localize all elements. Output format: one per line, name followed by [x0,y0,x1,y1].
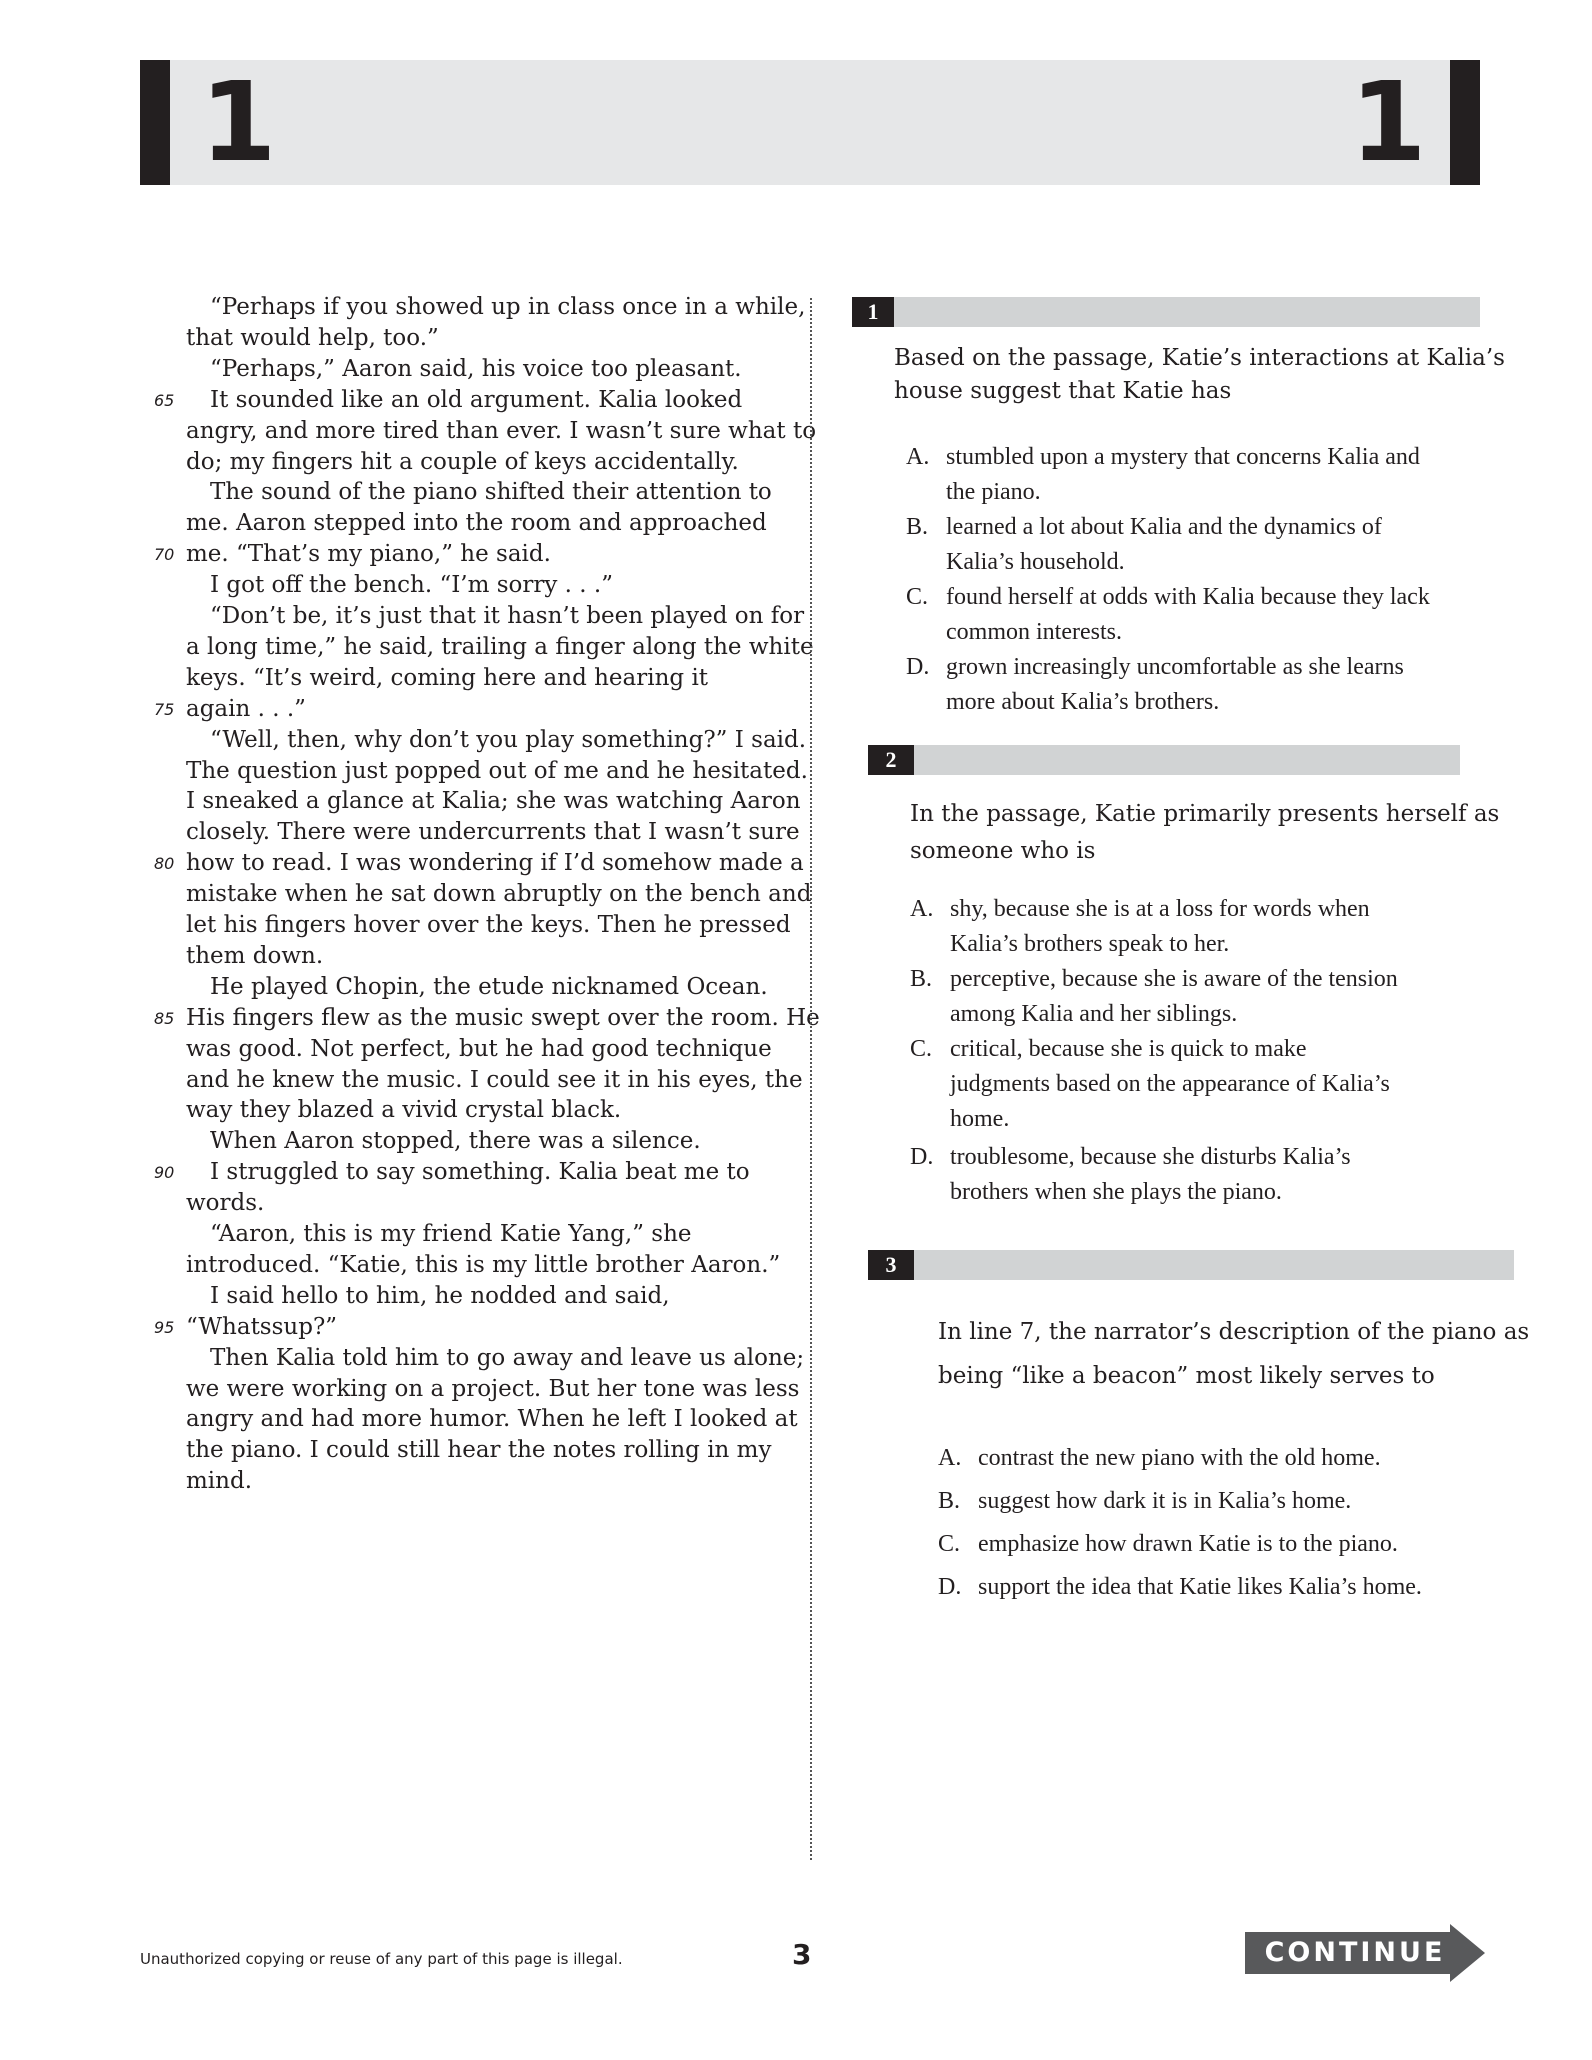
passage-line: “Whatssup?” [186,1313,338,1340]
passage-line: “Aaron, this is my friend Katie Yang,” she [210,1221,692,1247]
answer-option-letter: A. [938,1445,962,1471]
passage-line: them down. [186,942,324,969]
passage-line: way they blazed a vivid crystal black. [186,1097,622,1124]
passage-line: “Perhaps,” Aaron said, his voice too pleasant. [210,355,742,382]
passage-line: do; my fingers hit a couple of keys accidentally. [186,448,739,475]
question-stem-line: being “like a beacon” most likely serves to [938,1363,1435,1389]
answer-option-letter: A. [910,896,934,922]
answer-option-text: troublesome, because she disturbs Kalia’s [950,1144,1351,1170]
passage-line: how to read. I was wondering if I’d somehow made a [186,850,804,877]
question-header-bar [894,297,1480,327]
passage-line: words. [186,1190,265,1217]
answer-option-text: support the idea that Katie likes Kalia’s home. [978,1574,1422,1600]
continue-label: CONTINUE [1264,1937,1446,1968]
answer-option-text: the piano. [946,479,1041,505]
passage-line: He played Chopin, the etude nicknamed Ocean. [210,973,768,1000]
question-header-bar [914,745,1460,775]
answer-option-text: Kalia’s brothers speak to her. [950,931,1230,957]
passage-line: let his fingers hover over the keys. Then he pressed [186,912,791,938]
section-header-right-bar [1450,60,1480,185]
question-number-box: 1 [852,297,894,327]
section-number-right: 1 [1350,58,1427,186]
passage-line: “Don’t be, it’s just that it hasn’t been played on for [210,603,805,629]
answer-option-text: Kalia’s household. [946,549,1125,575]
answer-option-text: perceptive, because she is aware of the tension [950,966,1398,992]
question-stem-line: In the passage, Katie primarily presents herself as [910,801,1500,827]
section-number-left: 1 [200,58,277,186]
question-stem-line: house suggest that Katie has [894,378,1232,404]
answer-option-letter: B. [938,1488,961,1514]
question-number-box: 3 [868,1250,914,1280]
line-number: 65 [154,390,175,410]
line-number: 80 [154,854,175,874]
answer-option-text: among Kalia and her siblings. [950,1001,1238,1027]
answer-option-text: more about Kalia’s brothers. [946,689,1220,715]
passage-line: “Well, then, why don’t you play something?” I said. [210,726,807,753]
passage-line: It sounded like an old argument. Kalia looked [210,386,743,413]
line-number: 75 [154,699,175,719]
passage-line: and he knew the music. I could see it in his eyes, the [186,1066,803,1093]
passage-line: angry, and more tired than ever. I wasn’t sure what to [186,417,817,444]
answer-option-letter: C. [910,1036,933,1062]
question-stem [910,796,1499,870]
question-stem-line: Based on the passage, Katie’s interactions at Kalia’s [894,345,1505,371]
passage-line: the piano. I could still hear the notes rolling in my [186,1437,772,1464]
answer-option-text: stumbled upon a mystery that concerns Kalia and [946,444,1420,470]
passage-line: His fingers flew as the music swept over the room. He [186,1004,820,1031]
question-stem [894,342,1505,408]
page-number: 3 [792,1938,812,1971]
question-header-bar [914,1250,1514,1280]
passage-line: angry and had more humor. When he left I looked at [186,1406,798,1433]
answer-option-letter: B. [906,514,929,540]
passage-line: I said hello to him, he nodded and said, [210,1282,670,1309]
answer-option-letter: D. [938,1574,962,1600]
passage-line: mind. [186,1468,253,1495]
copyright-notice: Unauthorized copying or reuse of any part of this page is illegal. [140,1950,623,1968]
passage-line: When Aaron stopped, there was a silence. [210,1128,701,1155]
passage-line: a long time,” he said, trailing a finger along the white [186,633,814,660]
passage-line: closely. There were undercurrents that I wasn’t sure [186,819,800,846]
line-number: 95 [154,1317,175,1337]
question-stem-line: In line 7, the narrator’s description of the piano as [938,1319,1530,1345]
section-header [140,60,1480,185]
passage-line: “Perhaps if you showed up in class once in a while, [210,294,806,320]
question-stem-line: someone who is [910,838,1096,864]
passage-line: me. “That’s my piano,” he said. [186,541,551,568]
section-header-left-bar [140,60,170,185]
question-number-box: 2 [868,745,914,775]
answer-option-text: judgments based on the appearance of Kalia’s [950,1071,1390,1097]
passage-line: I got off the bench. “I’m sorry . . .” [210,572,613,599]
answer-option-text: critical, because she is quick to make [950,1036,1307,1062]
answer-option-text: grown increasingly uncomfortable as she learns [946,654,1404,680]
passage-line: mistake when he sat down abruptly on the bench and [186,881,812,908]
passage-line: that would help, too.” [186,324,439,351]
passage-line: The sound of the piano shifted their attention to [210,479,772,506]
answer-option-text: shy, because she is at a loss for words when [950,896,1370,922]
question-stem [938,1310,1529,1398]
answer-option-text: home. [950,1106,1010,1132]
passage-line: The question just popped out of me and he hesitated. [186,757,808,784]
answer-option-letter: D. [910,1144,934,1170]
answer-option-text: contrast the new piano with the old home. [978,1445,1381,1471]
passage-line: was good. Not perfect, but he had good technique [186,1035,772,1062]
column-divider [810,298,812,1860]
answer-option-letter: C. [906,584,929,610]
answer-option-letter: A. [906,444,930,470]
answer-option-letter: D. [906,654,930,680]
passage-line: keys. “It’s weird, coming here and hearing it [186,664,709,691]
answer-option-letter: B. [910,966,933,992]
passage-line: me. Aaron stepped into the room and approached [186,510,767,537]
passage-line: we were working on a project. But her tone was less [186,1375,800,1402]
answer-option-text: found herself at odds with Kalia because they lack [946,584,1430,610]
line-number: 90 [154,1163,175,1183]
passage-line: I struggled to say something. Kalia beat me to [210,1159,750,1186]
answer-option-text: learned a lot about Kalia and the dynamics of [946,514,1382,540]
continue-button[interactable] [1245,1924,1485,1982]
answer-option-letter: C. [938,1531,961,1557]
answer-option-text: common interests. [946,619,1122,645]
answer-option-text: emphasize how drawn Katie is to the piano. [978,1531,1398,1557]
passage-line: introduced. “Katie, this is my little brother Aaron.” [186,1251,781,1278]
answer-option-text: suggest how dark it is in Kalia’s home. [978,1488,1352,1514]
answer-option-text: brothers when she plays the piano. [950,1179,1282,1205]
line-number: 70 [154,545,175,565]
line-number: 85 [154,1008,175,1028]
passage-line: Then Kalia told him to go away and leave us alone; [210,1344,805,1371]
passage-line: I sneaked a glance at Kalia; she was watching Aaron [186,788,801,815]
passage-line: again . . .” [186,695,306,722]
